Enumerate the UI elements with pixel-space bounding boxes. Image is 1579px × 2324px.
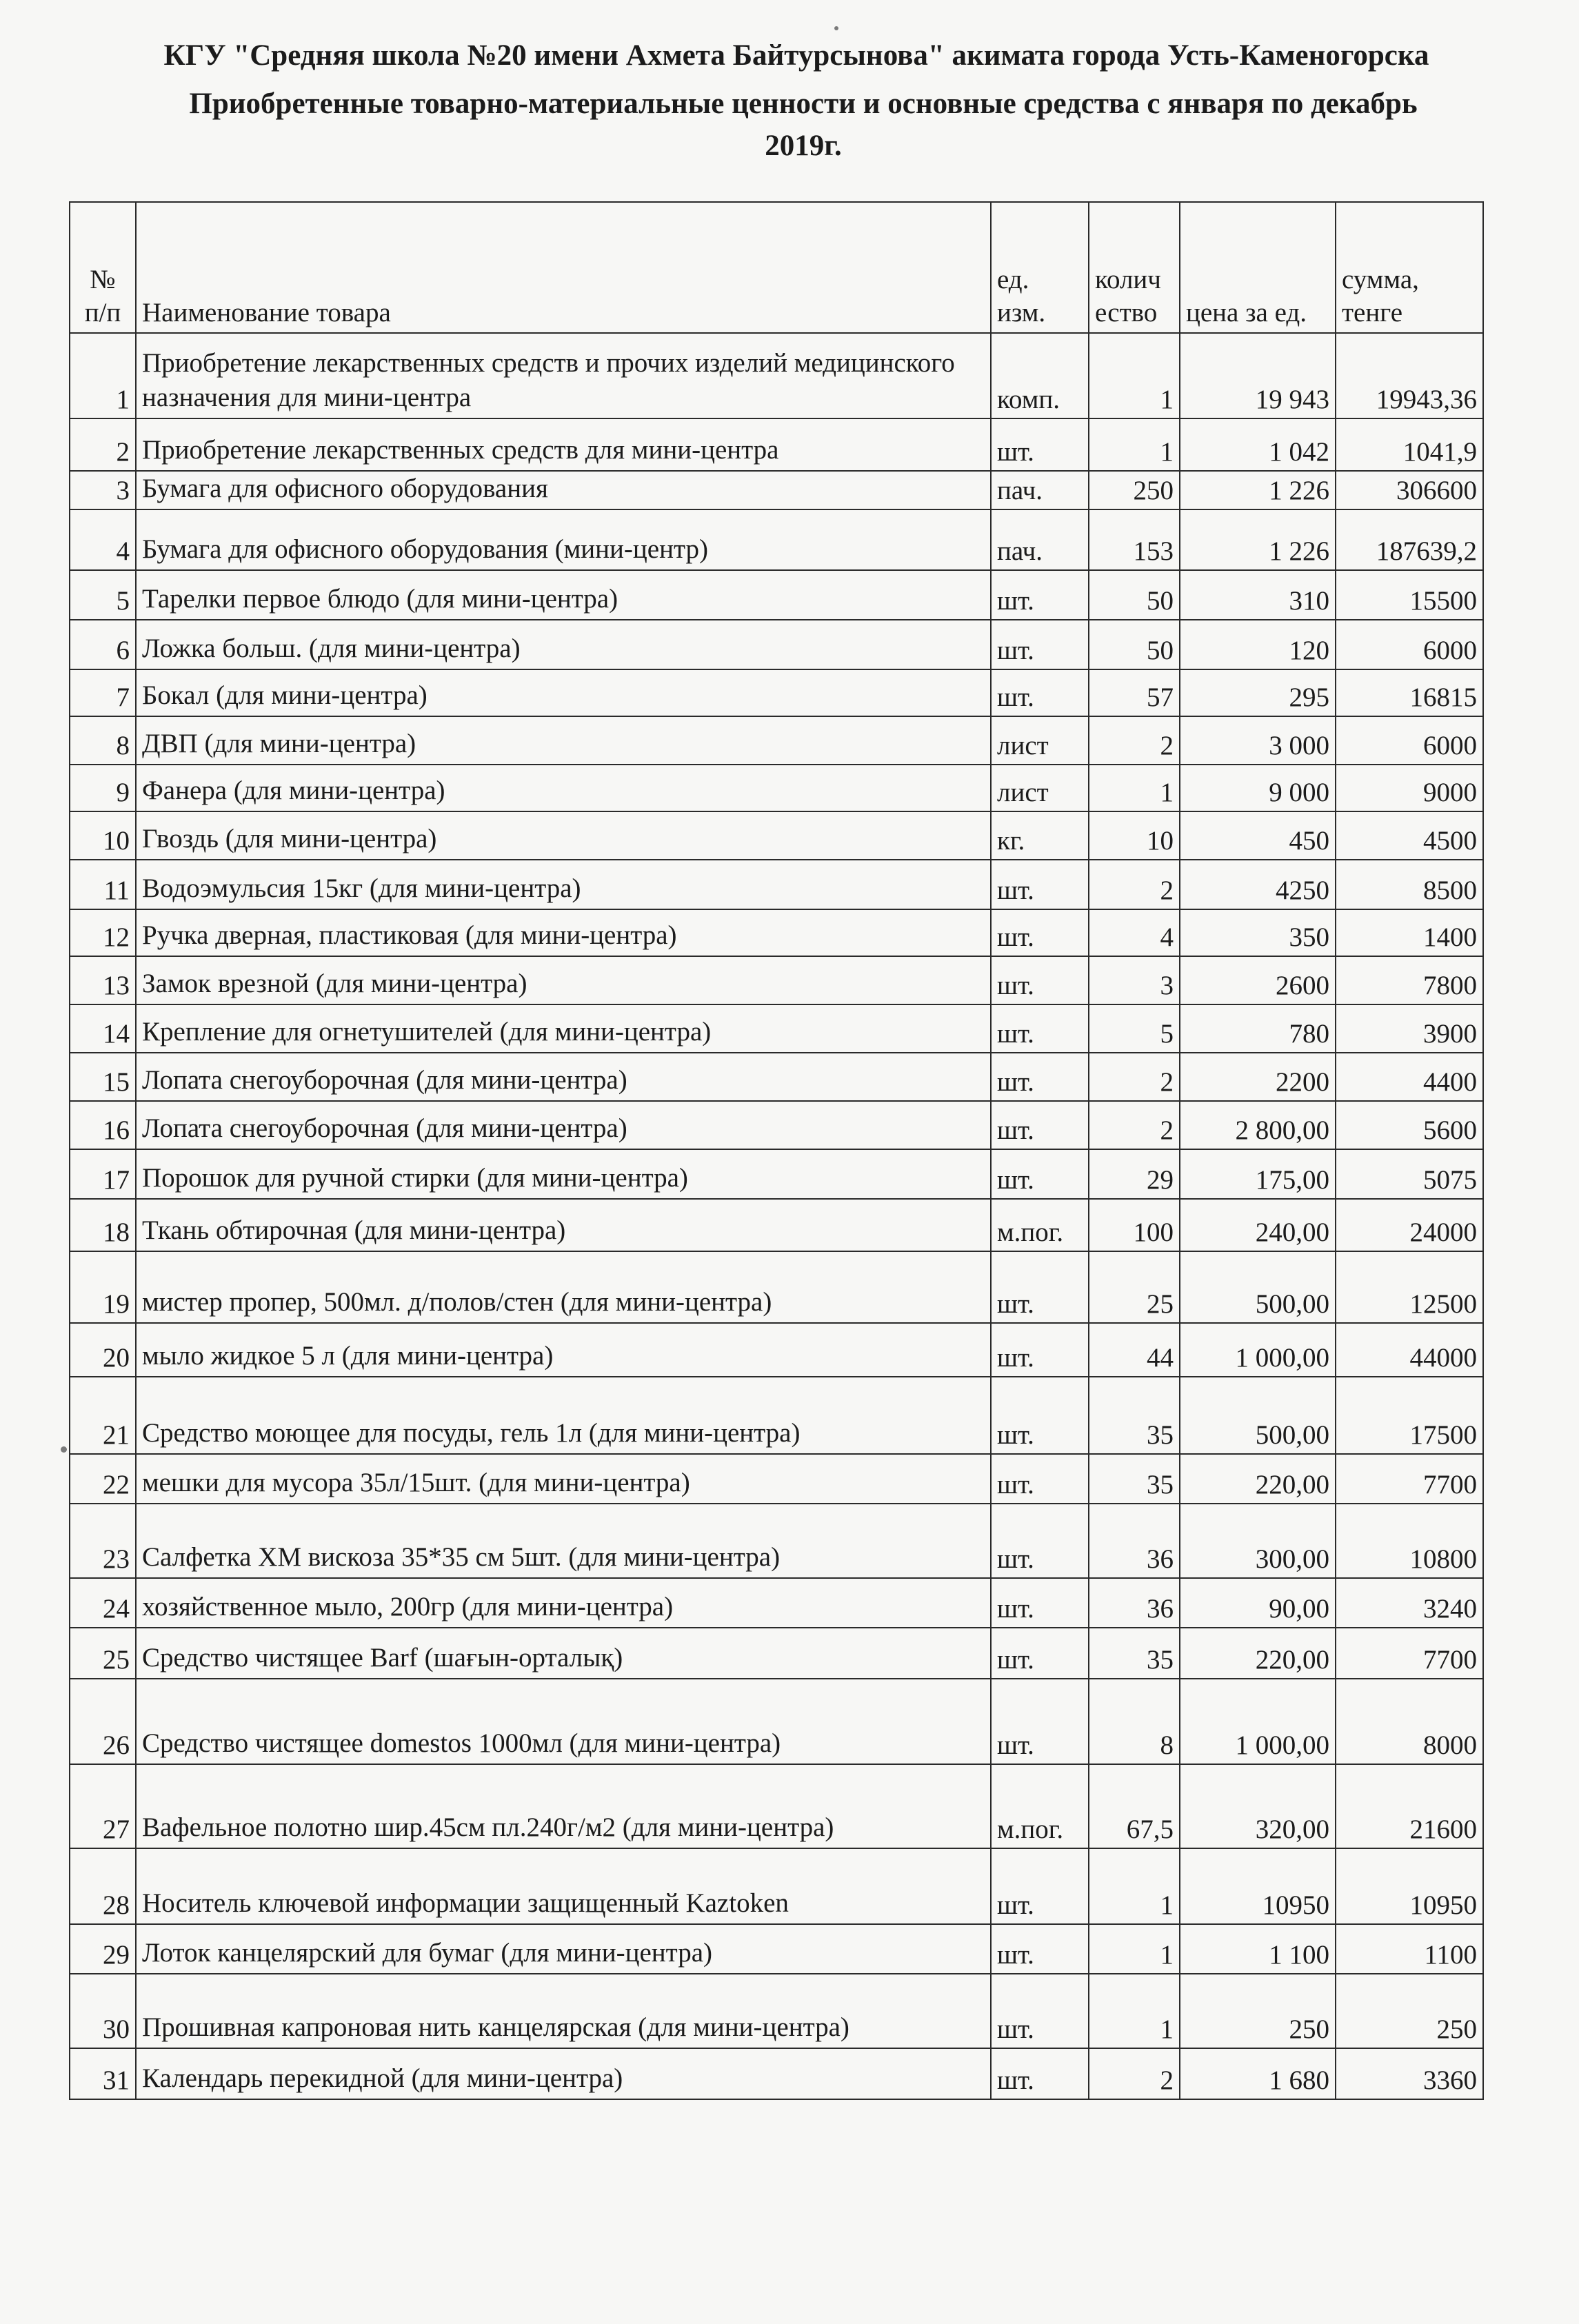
item-name: Фанера (для мини-центра) xyxy=(136,765,991,811)
total-amount: 3360 xyxy=(1336,2048,1483,2099)
quantity: 2 xyxy=(1089,716,1180,765)
row-number: 23 xyxy=(70,1504,136,1578)
total-amount: 4400 xyxy=(1336,1053,1483,1101)
item-name: Лопата снегоуборочная (для мини-центра) xyxy=(136,1101,991,1149)
table-row xyxy=(70,570,1483,620)
total-amount: 44000 xyxy=(1336,1323,1483,1377)
table-body xyxy=(70,333,1483,2099)
unit-price: 500,00 xyxy=(1180,1377,1336,1454)
unit-price: 1 042 xyxy=(1180,418,1336,471)
unit-price: 320,00 xyxy=(1180,1764,1336,1848)
quantity: 35 xyxy=(1089,1454,1180,1504)
quantity: 4 xyxy=(1089,909,1180,956)
row-number: 30 xyxy=(70,1974,136,2048)
item-name: Гвоздь (для мини-центра) xyxy=(136,811,991,860)
item-name: Лопата снегоуборочная (для мини-центра) xyxy=(136,1053,991,1101)
total-amount: 10800 xyxy=(1336,1504,1483,1578)
total-amount: 4500 xyxy=(1336,811,1483,860)
total-amount: 187639,2 xyxy=(1336,509,1483,570)
item-name: Бумага для офисного оборудования xyxy=(136,471,991,509)
unit-price: 350 xyxy=(1180,909,1336,956)
unit-price: 19 943 xyxy=(1180,333,1336,418)
total-amount: 7700 xyxy=(1336,1454,1483,1504)
table-row xyxy=(70,1679,1483,1764)
header-unit: ед. изм. xyxy=(991,202,1089,333)
total-amount: 19943,36 xyxy=(1336,333,1483,418)
unit-price: 500,00 xyxy=(1180,1251,1336,1323)
unit-of-measure: шт. xyxy=(991,570,1089,620)
table-header-row xyxy=(70,202,1483,333)
table-row xyxy=(70,1199,1483,1251)
table-row xyxy=(70,1764,1483,1848)
item-name: Средство чистящее Barf (шағын-орталық) xyxy=(136,1628,991,1679)
table-row xyxy=(70,1053,1483,1101)
quantity: 2 xyxy=(1089,860,1180,909)
row-number: 14 xyxy=(70,1004,136,1053)
unit-price: 120 xyxy=(1180,620,1336,669)
quantity: 25 xyxy=(1089,1251,1180,1323)
table-row xyxy=(70,1578,1483,1628)
item-name: Прошивная капроновая нить канцелярская (для мини-центра) xyxy=(136,1974,991,2048)
table-row xyxy=(70,418,1483,471)
row-number: 26 xyxy=(70,1679,136,1764)
row-number: 21 xyxy=(70,1377,136,1454)
total-amount: 5600 xyxy=(1336,1101,1483,1149)
unit-price: 10950 xyxy=(1180,1848,1336,1924)
total-amount: 7700 xyxy=(1336,1628,1483,1679)
item-name: ДВП (для мини-центра) xyxy=(136,716,991,765)
unit-of-measure: шт. xyxy=(991,956,1089,1004)
quantity: 1 xyxy=(1089,1924,1180,1974)
unit-price: 9 000 xyxy=(1180,765,1336,811)
row-number: 9 xyxy=(70,765,136,811)
table-row xyxy=(70,1848,1483,1924)
unit-price: 1 100 xyxy=(1180,1924,1336,1974)
item-name: Замок врезной (для мини-центра) xyxy=(136,956,991,1004)
table-row xyxy=(70,509,1483,570)
quantity: 10 xyxy=(1089,811,1180,860)
row-number: 11 xyxy=(70,860,136,909)
item-name: Водоэмульсия 15кг (для мини-центра) xyxy=(136,860,991,909)
item-name: Ткань обтирочная (для мини-центра) xyxy=(136,1199,991,1251)
unit-of-measure: кг. xyxy=(991,811,1089,860)
total-amount: 17500 xyxy=(1336,1377,1483,1454)
unit-of-measure: шт. xyxy=(991,1251,1089,1323)
item-name: Ручка дверная, пластиковая (для мини-центра) xyxy=(136,909,991,956)
quantity: 8 xyxy=(1089,1679,1180,1764)
table-row xyxy=(70,1454,1483,1504)
quantity: 100 xyxy=(1089,1199,1180,1251)
table-row xyxy=(70,333,1483,418)
row-number: 13 xyxy=(70,956,136,1004)
quantity: 250 xyxy=(1089,471,1180,509)
quantity: 67,5 xyxy=(1089,1764,1180,1848)
item-name: Приобретение лекарственных средств и прочих изделий медицинского назначения для мини-центра xyxy=(136,333,991,418)
unit-of-measure: шт. xyxy=(991,2048,1089,2099)
total-amount: 8000 xyxy=(1336,1679,1483,1764)
unit-of-measure: м.пог. xyxy=(991,1199,1089,1251)
item-name: Бумага для офисного оборудования (мини-центр) xyxy=(136,509,991,570)
unit-price: 1 680 xyxy=(1180,2048,1336,2099)
total-amount: 7800 xyxy=(1336,956,1483,1004)
unit-price: 1 226 xyxy=(1180,509,1336,570)
row-number: 19 xyxy=(70,1251,136,1323)
row-number: 20 xyxy=(70,1323,136,1377)
item-name: хозяйственное мыло, 200гр (для мини-центра) xyxy=(136,1578,991,1628)
total-amount: 10950 xyxy=(1336,1848,1483,1924)
unit-of-measure: шт. xyxy=(991,1101,1089,1149)
table-row xyxy=(70,1149,1483,1199)
row-number: 5 xyxy=(70,570,136,620)
table-row xyxy=(70,1924,1483,1974)
unit-price: 175,00 xyxy=(1180,1149,1336,1199)
header-qty: количество xyxy=(1089,202,1180,333)
unit-of-measure: лист xyxy=(991,716,1089,765)
item-name: Носитель ключевой информации защищенный Kaztoken xyxy=(136,1848,991,1924)
scan-speck xyxy=(61,1446,67,1453)
row-number: 31 xyxy=(70,2048,136,2099)
row-number: 22 xyxy=(70,1454,136,1504)
table-row xyxy=(70,860,1483,909)
quantity: 50 xyxy=(1089,620,1180,669)
unit-of-measure: шт. xyxy=(991,1628,1089,1679)
quantity: 29 xyxy=(1089,1149,1180,1199)
unit-price: 450 xyxy=(1180,811,1336,860)
unit-of-measure: шт. xyxy=(991,1848,1089,1924)
table-row xyxy=(70,669,1483,716)
unit-of-measure: шт. xyxy=(991,1974,1089,2048)
unit-price: 240,00 xyxy=(1180,1199,1336,1251)
unit-price: 1 000,00 xyxy=(1180,1679,1336,1764)
unit-of-measure: шт. xyxy=(991,1454,1089,1504)
scan-speck xyxy=(834,26,838,30)
unit-of-measure: лист xyxy=(991,765,1089,811)
quantity: 2 xyxy=(1089,1053,1180,1101)
item-name: Порошок для ручной стирки (для мини-центра) xyxy=(136,1149,991,1199)
unit-of-measure: шт. xyxy=(991,1053,1089,1101)
total-amount: 16815 xyxy=(1336,669,1483,716)
unit-price: 295 xyxy=(1180,669,1336,716)
goods-table xyxy=(69,201,1484,2100)
table-row xyxy=(70,1101,1483,1149)
total-amount: 24000 xyxy=(1336,1199,1483,1251)
item-name: Бокал (для мини-центра) xyxy=(136,669,991,716)
total-amount: 12500 xyxy=(1336,1251,1483,1323)
total-amount: 1100 xyxy=(1336,1924,1483,1974)
item-name: Салфетка ХМ вискоза 35*35 см 5шт. (для мини-центра) xyxy=(136,1504,991,1578)
total-amount: 8500 xyxy=(1336,860,1483,909)
unit-of-measure: шт. xyxy=(991,1578,1089,1628)
unit-price: 310 xyxy=(1180,570,1336,620)
row-number: 24 xyxy=(70,1578,136,1628)
unit-price: 220,00 xyxy=(1180,1628,1336,1679)
total-amount: 15500 xyxy=(1336,570,1483,620)
quantity: 35 xyxy=(1089,1628,1180,1679)
table-row xyxy=(70,765,1483,811)
row-number: 4 xyxy=(70,509,136,570)
table-row xyxy=(70,620,1483,669)
unit-price: 250 xyxy=(1180,1974,1336,2048)
header-sum: сумма, тенге xyxy=(1336,202,1483,333)
item-name: Крепление для огнетушителей (для мини-центра) xyxy=(136,1004,991,1053)
row-number: 27 xyxy=(70,1764,136,1848)
quantity: 36 xyxy=(1089,1504,1180,1578)
item-name: Вафельное полотно шир.45см пл.240г/м2 (для мини-центра) xyxy=(136,1764,991,1848)
row-number: 29 xyxy=(70,1924,136,1974)
item-name: мистер пропер, 500мл. д/полов/стен (для мини-центра) xyxy=(136,1251,991,1323)
document-subtitle: Приобретенные товарно-материальные ценности и основные средства с января по декабрь xyxy=(189,88,1418,120)
document-title: КГУ "Средняя школа №20 имени Ахмета Байтурсынова" акимата города Усть-Каменогорска xyxy=(163,39,1429,72)
header-name: Наименование товара xyxy=(136,202,991,333)
item-name: Ложка больш. (для мини-центра) xyxy=(136,620,991,669)
item-name: Приобретение лекарственных средств для мини-центра xyxy=(136,418,991,471)
row-number: 18 xyxy=(70,1199,136,1251)
unit-of-measure: шт. xyxy=(991,418,1089,471)
row-number: 8 xyxy=(70,716,136,765)
total-amount: 1041,9 xyxy=(1336,418,1483,471)
header-price: цена за ед. xyxy=(1180,202,1336,333)
unit-of-measure: шт. xyxy=(991,1504,1089,1578)
row-number: 7 xyxy=(70,669,136,716)
table-row xyxy=(70,1628,1483,1679)
quantity: 153 xyxy=(1089,509,1180,570)
row-number: 15 xyxy=(70,1053,136,1101)
unit-of-measure: шт. xyxy=(991,1149,1089,1199)
header-num: № п/п xyxy=(70,202,136,333)
table-row xyxy=(70,1251,1483,1323)
row-number: 10 xyxy=(70,811,136,860)
quantity: 50 xyxy=(1089,570,1180,620)
row-number: 1 xyxy=(70,333,136,418)
unit-price: 90,00 xyxy=(1180,1578,1336,1628)
total-amount: 5075 xyxy=(1336,1149,1483,1199)
quantity: 57 xyxy=(1089,669,1180,716)
quantity: 2 xyxy=(1089,1101,1180,1149)
unit-price: 2200 xyxy=(1180,1053,1336,1101)
unit-price: 2600 xyxy=(1180,956,1336,1004)
unit-price: 4250 xyxy=(1180,860,1336,909)
unit-price: 300,00 xyxy=(1180,1504,1336,1578)
unit-of-measure: м.пог. xyxy=(991,1764,1089,1848)
unit-of-measure: пач. xyxy=(991,471,1089,509)
document-header xyxy=(41,34,1538,167)
table-row xyxy=(70,471,1483,509)
item-name: мешки для мусора 35л/15шт. (для мини-центра) xyxy=(136,1454,991,1504)
row-number: 12 xyxy=(70,909,136,956)
quantity: 36 xyxy=(1089,1578,1180,1628)
unit-price: 2 800,00 xyxy=(1180,1101,1336,1149)
item-name: Календарь перекидной (для мини-центра) xyxy=(136,2048,991,2099)
total-amount: 306600 xyxy=(1336,471,1483,509)
table-row xyxy=(70,1504,1483,1578)
unit-of-measure: шт. xyxy=(991,1004,1089,1053)
total-amount: 3240 xyxy=(1336,1578,1483,1628)
table-row xyxy=(70,1377,1483,1454)
quantity: 44 xyxy=(1089,1323,1180,1377)
quantity: 1 xyxy=(1089,418,1180,471)
row-number: 2 xyxy=(70,418,136,471)
unit-of-measure: шт. xyxy=(991,860,1089,909)
unit-of-measure: пач. xyxy=(991,509,1089,570)
quantity: 1 xyxy=(1089,1848,1180,1924)
unit-price: 1 000,00 xyxy=(1180,1323,1336,1377)
table-row xyxy=(70,2048,1483,2099)
row-number: 28 xyxy=(70,1848,136,1924)
quantity: 1 xyxy=(1089,333,1180,418)
document-year: 2019г. xyxy=(765,130,842,162)
unit-of-measure: шт. xyxy=(991,1323,1089,1377)
quantity: 2 xyxy=(1089,2048,1180,2099)
quantity: 1 xyxy=(1089,1974,1180,2048)
table-row xyxy=(70,909,1483,956)
unit-of-measure: шт. xyxy=(991,1377,1089,1454)
total-amount: 1400 xyxy=(1336,909,1483,956)
table-row xyxy=(70,811,1483,860)
unit-price: 3 000 xyxy=(1180,716,1336,765)
item-name: Средство моющее для посуды, гель 1л (для мини-центра) xyxy=(136,1377,991,1454)
table-row xyxy=(70,1004,1483,1053)
item-name: Тарелки первое блюдо (для мини-центра) xyxy=(136,570,991,620)
total-amount: 21600 xyxy=(1336,1764,1483,1848)
unit-of-measure: комп. xyxy=(991,333,1089,418)
quantity: 35 xyxy=(1089,1377,1180,1454)
quantity: 1 xyxy=(1089,765,1180,811)
row-number: 16 xyxy=(70,1101,136,1149)
row-number: 25 xyxy=(70,1628,136,1679)
unit-of-measure: шт. xyxy=(991,620,1089,669)
item-name: Средство чистящее domestos 1000мл (для мини-центра) xyxy=(136,1679,991,1764)
unit-price: 780 xyxy=(1180,1004,1336,1053)
total-amount: 6000 xyxy=(1336,620,1483,669)
table-row xyxy=(70,716,1483,765)
table-row xyxy=(70,956,1483,1004)
unit-of-measure: шт. xyxy=(991,1924,1089,1974)
total-amount: 3900 xyxy=(1336,1004,1483,1053)
row-number: 6 xyxy=(70,620,136,669)
total-amount: 9000 xyxy=(1336,765,1483,811)
table-row xyxy=(70,1974,1483,2048)
quantity: 5 xyxy=(1089,1004,1180,1053)
item-name: Лоток канцелярский для бумаг (для мини-центра) xyxy=(136,1924,991,1974)
unit-price: 220,00 xyxy=(1180,1454,1336,1504)
total-amount: 250 xyxy=(1336,1974,1483,2048)
row-number: 3 xyxy=(70,471,136,509)
table-row xyxy=(70,1323,1483,1377)
unit-of-measure: шт. xyxy=(991,1679,1089,1764)
unit-of-measure: шт. xyxy=(991,669,1089,716)
item-name: мыло жидкое 5 л (для мини-центра) xyxy=(136,1323,991,1377)
unit-price: 1 226 xyxy=(1180,471,1336,509)
quantity: 3 xyxy=(1089,956,1180,1004)
row-number: 17 xyxy=(70,1149,136,1199)
unit-of-measure: шт. xyxy=(991,909,1089,956)
total-amount: 6000 xyxy=(1336,716,1483,765)
